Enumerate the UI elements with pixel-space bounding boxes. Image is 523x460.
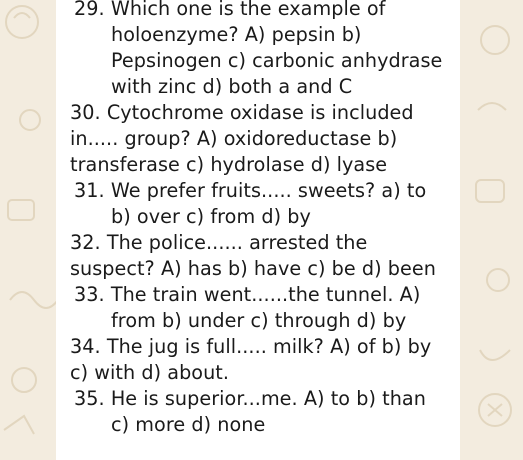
message-text-line: c) with d) about.	[70, 361, 230, 384]
message-text-line: in..... group? A) oxidoreductase b)	[70, 127, 398, 150]
message-text-line: with zinc d) both a and C	[111, 75, 353, 98]
message-text-line: 31. We prefer fruits..... sweets? a) to	[74, 179, 427, 202]
message-text-line: from b) under c) through d) by	[111, 309, 407, 332]
message-text-line: 34. The jug is full..... milk? A) of b) by	[70, 335, 432, 358]
message-text-line: c) more d) none	[111, 413, 266, 436]
message-text-line: transferase c) hydrolase d) lyase	[70, 153, 388, 176]
message-text-line: 35. He is superior...me. A) to b) than	[74, 387, 426, 410]
message-text-line: Pepsinogen c) carbonic anhydrase	[111, 49, 443, 72]
message-text-line: holoenzyme? A) pepsin b)	[111, 23, 362, 46]
message-text-line: b) over c) from d) by	[111, 205, 311, 228]
message-text-line: 30. Cytochrome oxidase is included	[70, 101, 414, 124]
message-bubble	[56, 0, 460, 460]
message-text-line: 32. The police...... arrested the	[70, 231, 368, 254]
message-text-line: 33. The train went......the tunnel. A)	[74, 283, 421, 306]
message-text-line: suspect? A) has b) have c) be d) been	[70, 257, 436, 280]
message-text-line: 29. Which one is the example of	[74, 0, 386, 20]
